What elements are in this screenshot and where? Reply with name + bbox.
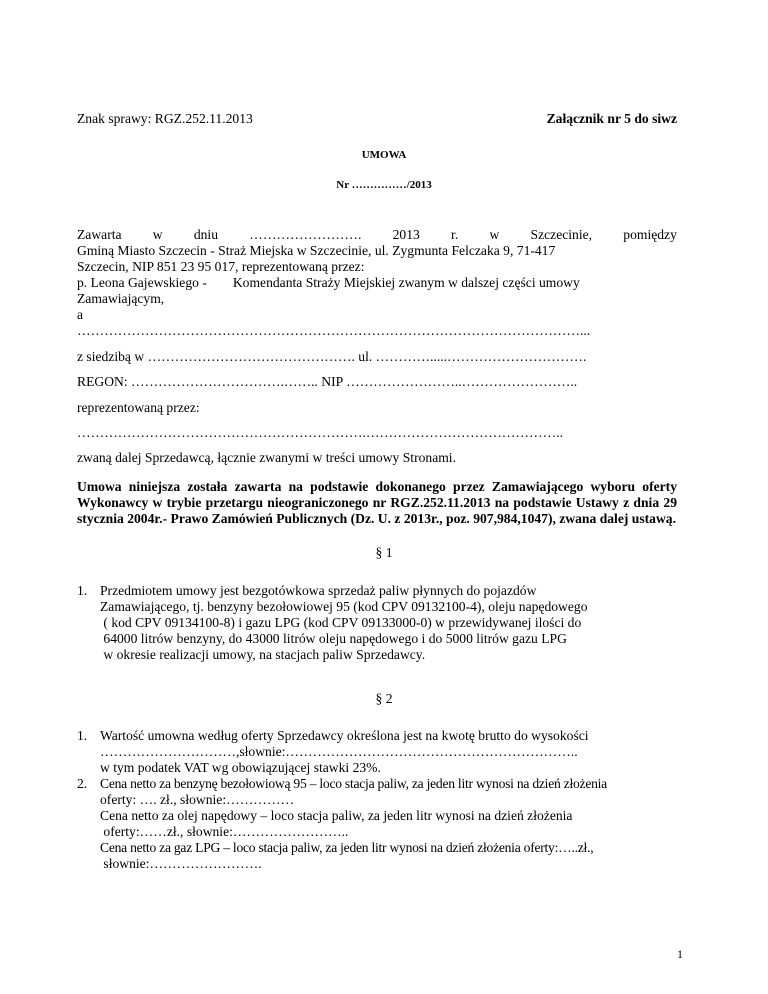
intro-line-1 [77, 227, 677, 243]
item-number: 1. [77, 583, 88, 598]
intro-line-5: Zamawiającym, [77, 291, 165, 306]
intro-word: Szczecinie, [530, 227, 593, 242]
item-line: w okresie realizacji umowy, na stacjach paliw Sprzedawcy. [100, 647, 426, 662]
intro-word: Zawarta [77, 227, 122, 242]
item-line: …………………………,słownie:……………………………………………………….. [100, 744, 578, 759]
section-1-heading: § 1 [375, 545, 393, 560]
item-line: słownie:……………………. [100, 856, 262, 871]
item-line: 64000 litrów benzyny, do 43000 litrów oleju napędowego i do 5000 litrów gazu LPG [100, 631, 567, 646]
item-number: 2. [77, 776, 88, 791]
item-line: Cena netto za benzynę bezołowiową 95 – loco stacja paliw, za jeden litr wynosi na dzień złożenia [100, 776, 607, 791]
contract-title: UMOWA [361, 149, 407, 161]
item-line: Wartość umowna według oferty Sprzedawcy określona jest na kwotę brutto do wysokości [100, 728, 589, 743]
intro-line-6: a [77, 307, 84, 322]
item-line: w tym podatek VAT wg obowiązującej stawki 23%. [100, 760, 381, 775]
contract-number: Nr ……………/2013 [336, 179, 432, 191]
intro-word: 2013 [392, 227, 420, 242]
intro-dots-line: …………………………………………………………………………………………………... [77, 323, 591, 338]
contractor-represented-label: reprezentowaną przez: [77, 400, 200, 415]
list-item [77, 776, 677, 872]
item-line: oferty: …. zł., słownie:…………… [100, 792, 295, 807]
item-line: ( kod CPV 09134100-8) i gazu LPG (kod CPV 09133000-0) w przewidywanej ilości do [100, 615, 582, 630]
item-line: Cena netto za gaz LPG – loco stacja paliw, za jeden litr wynosi na dzień złożenia oferty:…..zł., [100, 840, 594, 855]
attachment-label: Załącznik nr 5 do siwz [546, 111, 677, 126]
intro-word: dniu [193, 227, 218, 242]
item-line: Zamawiającego, tj. benzyny bezołowiowej 95 (kod CPV 09132100-4), oleju napędowego [100, 599, 588, 614]
item-number: 1. [77, 728, 88, 743]
list-item [77, 583, 677, 663]
intro-word: pomiędzy [623, 227, 677, 242]
item-line [100, 583, 677, 599]
representative-role: Komendanta Straży Miejskiej zwanym w dalszej części umowy [232, 275, 580, 290]
page-number: 1 [677, 947, 683, 961]
contractor-represented-dots: ……………………………………………………….…………………………………….. [77, 425, 563, 440]
representative-name: p. Leona Gajewskiego - [77, 275, 207, 290]
intro-word: ……………………. [249, 227, 362, 242]
case-number: Znak sprawy: RGZ.252.11.2013 [77, 111, 253, 126]
intro-word: w [152, 227, 163, 242]
intro-line-4 [77, 275, 677, 291]
list-item [77, 728, 677, 776]
section-2-heading: § 2 [375, 691, 393, 706]
intro-word: w [489, 227, 500, 242]
section-2-list [77, 728, 677, 872]
item-line-text: Przedmiotem umowy jest bezgotówkowa sprzedaż paliw płynnych do pojazdów [100, 583, 537, 598]
intro-line-2: Gminą Miasto Szczecin - Straż Miejska w Szczecinie, ul. Zygmunta Felczaka 9, 71-417 [77, 243, 556, 258]
section-1-list [77, 583, 677, 663]
intro-line-3: Szczecin, NIP 851 23 95 017, reprezentowaną przez: [77, 259, 365, 274]
intro-word: r. [451, 227, 459, 242]
contractor-seat: z siedzibą w ………………………………………. ul. ………….....…………………………. [77, 349, 587, 364]
contractor-called: zwaną dalej Sprzedawcą, łącznie zwanymi w treści umowy Stronami. [77, 450, 456, 465]
contract-basis: Umowa niniejsza została zawarta na podstawie dokonanego przez Zamawiającego wyboru oferty Wykonawcy w trybie przetargu nieograniczonego nr RGZ.252.11.2013 na podstawie Ustawy z dnia 29 stycznia 2004r.- Prawo Zamówień Publicznych (Dz. U. z 2013r., poz. 907,984,1047), zwana dalej ustawą. [77, 479, 677, 526]
item-line: Cena netto za olej napędowy – loco stacja paliw, za jeden litr wynosi na dzień złożenia [100, 808, 573, 823]
contractor-regon-nip: REGON: …………………………….…….. NIP ……………………..…………………….. [77, 374, 578, 389]
item-line: oferty:……zł., słownie:…………………….. [100, 824, 349, 839]
